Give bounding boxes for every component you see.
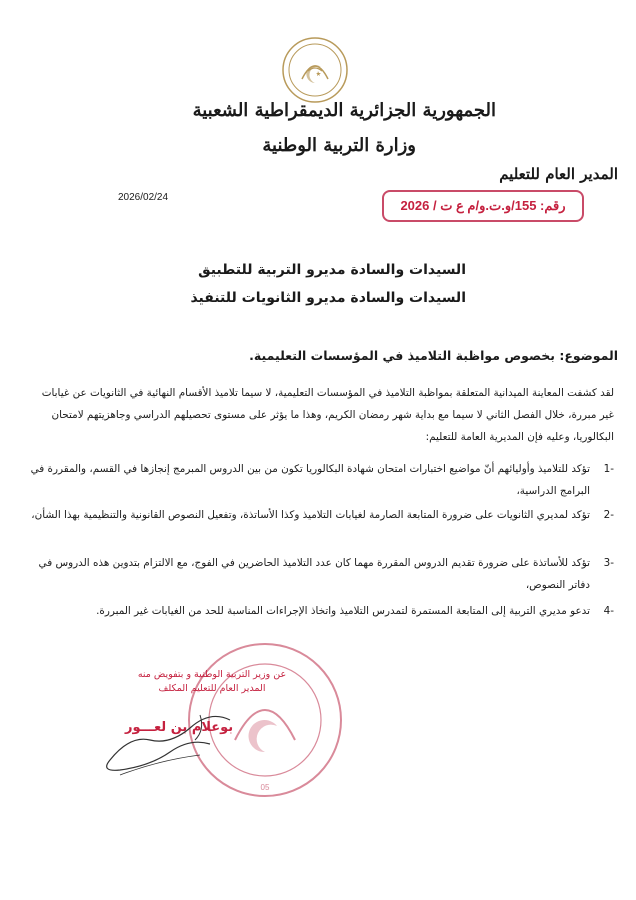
intro-paragraph: لقد كشفت المعاينة الميدانية المتعلقة بمواظبة التلاميذ في المؤسسات التعليمية، لا سيما تلاميذ الأقسام النهائية في الثانويات عن غيابات غير مبررة، خلال الفصل الثاني لا سيما مع بداية شهر رمضان الكريم، وهذا ما يؤثر على مستوى تحصيلهم الدراسي وجاهزيتهم لامتحان البكالوريا، وعليه فإن المديرية العامة للتعليم: [41,387,614,443]
signature-line-1: عن وزير التربية الوطنية و بتفويض منه [137,669,287,680]
list-item-text: تؤكد للتلاميذ وأوليائهم أنّ مواضيع اختبارات امتحان شهادة البكالوريا تكون من بين الدروس المبرمج إنجازها في القسم، والمقررة في البرامج الدراسية، [30,463,590,497]
list-item-number: -2 [603,509,614,521]
reference-number-box: رقم: 155/و.ت.و/م ع ت / 2026 [382,190,584,222]
signatory-name: بوعلام بن لعـــور [125,720,234,735]
list-item [28,504,614,526]
list-item [28,600,614,622]
list-item-text: تؤكد لمديري الثانويات على ضرورة المتابعة الصارمة لغيابات التلاميذ وكذا الأساتذة، وتفعيل النصوص القانونية والتنظيمية بهذا الشأن، [31,509,590,521]
signature-line-2: المدير العام للتعليم المكلف [158,683,266,694]
issuer-title: المدير العام للتعليم [499,165,618,183]
document-date: 2026/02/24 [118,192,169,203]
list-item [28,458,614,502]
stamp-number: 05 [260,783,270,792]
addressee-line-1: السيدات والسادة مديرو التربية للتطبيق [198,262,466,278]
list-item [28,552,614,596]
national-emblem-icon [280,35,350,105]
list-item-text: تؤكد للأساتذة على ضرورة تقديم الدروس المقررة مهما كان عدد التلاميذ الحاضرين في الفوج، مع الالتزام بتدوين هذه الدروس في دفاتر النصوص، [38,557,590,591]
list-item-number: -3 [603,557,614,569]
republic-title: الجمهورية الجزائرية الديمقراطية الشعبية [192,100,496,121]
subject-line: الموضوع: بخصوص مواظبة التلاميذ في المؤسسات التعليمية. [249,348,618,363]
handwritten-signature [90,700,240,780]
list-item-text: تدعو مديري التربية إلى المتابعة المستمرة لتمدرس التلاميذ واتخاذ الإجراءات المناسبة للحد من الغيابات غير المبررة. [96,605,590,617]
list-item-number: -1 [603,463,614,475]
signature-block [132,668,292,696]
list-item-number: -4 [603,605,614,617]
ministry-title: وزارة التربية الوطنية [262,135,416,156]
addressee-line-2: السيدات والسادة مديرو الثانويات للتنفيذ [190,290,466,306]
